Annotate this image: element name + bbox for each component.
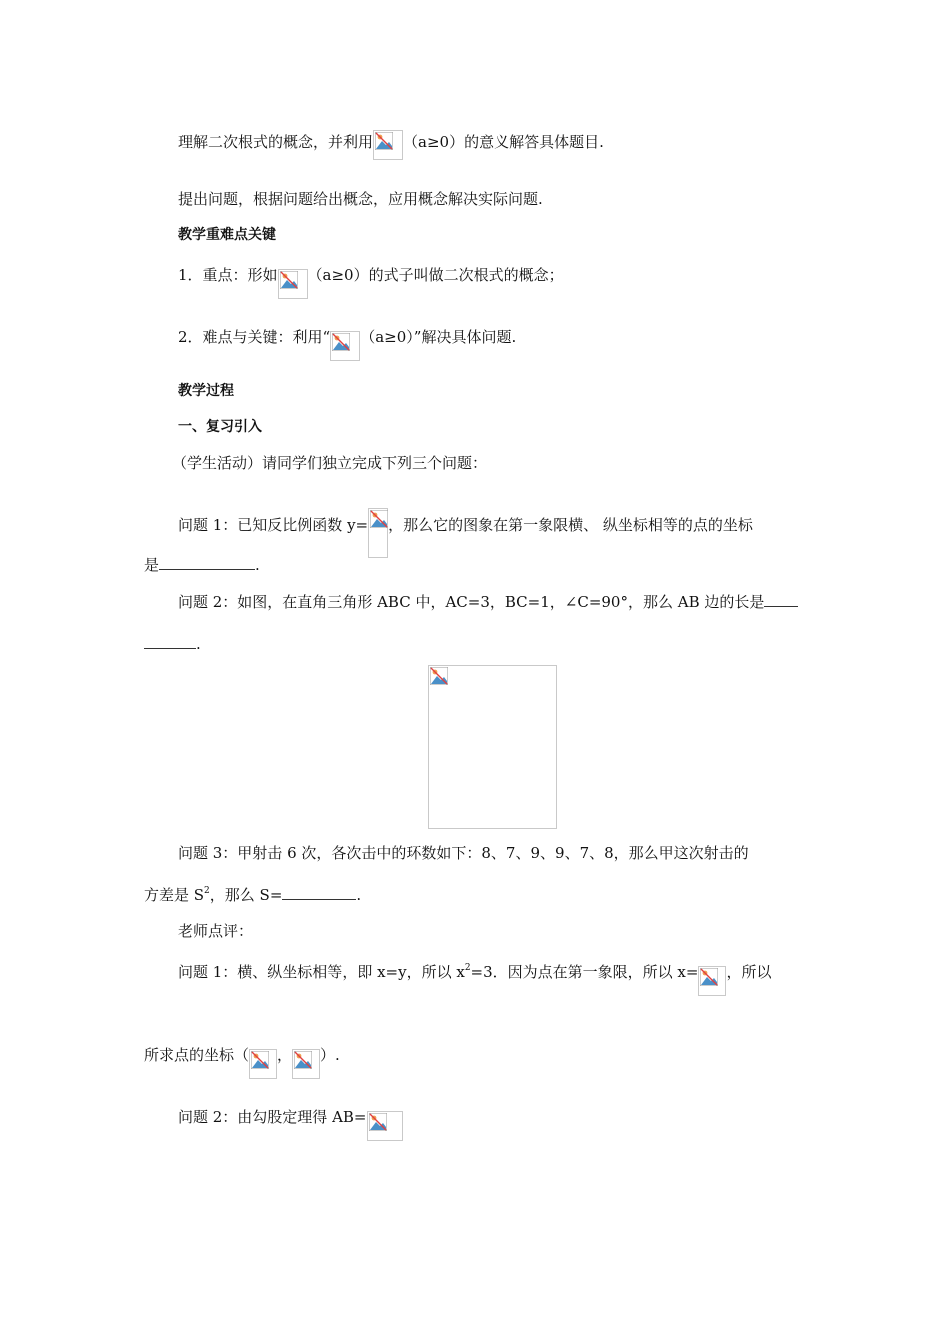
broken-image-icon: [430, 667, 448, 685]
superscript: 2: [204, 886, 210, 896]
answer-1-line-2-after: ）.: [320, 1046, 340, 1064]
broken-image-icon: [249, 1049, 277, 1079]
review-heading: 老师点评：: [178, 922, 254, 940]
intro-line-1-before: 理解二次根式的概念，并利用: [178, 133, 374, 151]
keypoint-1-before: 1．重点：形如: [178, 266, 278, 284]
intro-line-1-after: （a≥0）的意义解答具体题目.: [403, 133, 604, 151]
answer-2-text: 问题 2：由勾股定理得 AB=: [178, 1108, 367, 1126]
answer-blank: [144, 634, 196, 649]
question-3: 问题 3：甲射击 6 次，各次击中的环数如下：8、7、9、9、7、8，那么甲这次射击的: [178, 844, 749, 862]
keypoint-2: [178, 323, 516, 353]
question-1-line-2-text: 是: [144, 556, 160, 574]
keypoint-1: [178, 261, 564, 291]
question-1-before: 问题 1：已知反比例函数 y=: [178, 516, 369, 534]
answer-1-line-2-before: 所求点的坐标（: [144, 1046, 250, 1064]
answer-1-b: =3．因为点在第一象限，所以 x=: [470, 963, 699, 981]
broken-image-icon: [368, 508, 388, 558]
broken-image-icon: [330, 331, 360, 361]
answer-2: [178, 1103, 403, 1133]
keypoint-2-after: （a≥0）”解决具体问题.: [360, 328, 517, 346]
answer-blank: [159, 555, 255, 570]
question-3-text-b: ，那么 S=: [209, 886, 283, 904]
keypoints-heading: 教学重难点关键: [178, 227, 276, 243]
superscript: 2: [464, 963, 471, 973]
question-2-end: .: [196, 635, 201, 653]
question-2-line-2: [144, 634, 201, 654]
answer-1: [178, 958, 771, 988]
answer-1-a: 问题 1：横、纵坐标相等，即 x=y，所以 x: [178, 963, 465, 981]
question-3-line-2: [144, 885, 361, 905]
broken-image-icon: [278, 269, 308, 299]
broken-image-icon: [698, 966, 726, 996]
question-2: [178, 592, 798, 612]
question-3-text-a: 方差是 S: [144, 886, 205, 904]
broken-image-icon: [373, 130, 403, 160]
answer-1-line-2-mid: ，: [277, 1046, 293, 1064]
question-2-text: 问题 2：如图，在直角三角形 ABC 中，AC=3，BC=1，∠C=90°，那么 AB 边的长是: [178, 593, 765, 611]
broken-image-icon: [367, 1111, 403, 1141]
keypoint-2-before: 2．难点与关键：利用“: [178, 328, 331, 346]
section-1-heading: 一、复习引入: [178, 419, 262, 435]
question-3-end: .: [356, 886, 362, 904]
triangle-figure-image: [428, 665, 557, 829]
answer-1-line-2: [144, 1041, 340, 1071]
question-1: [178, 501, 753, 551]
question-1-line-2: [144, 555, 260, 575]
answer-blank: [764, 592, 798, 607]
broken-image-icon: [292, 1049, 320, 1079]
answer-1-c: ，所以: [726, 963, 772, 981]
question-1-end: .: [255, 556, 260, 574]
student-activity: （学生活动）请同学们独立完成下列三个问题：: [172, 454, 488, 472]
intro-line-2: 提出问题，根据问题给出概念，应用概念解决实际问题.: [178, 190, 543, 208]
keypoint-1-after: （a≥0）的式子叫做二次根式的概念；: [307, 266, 564, 284]
intro-line-1: [178, 128, 604, 158]
process-heading: 教学过程: [178, 383, 234, 399]
question-1-after: ，那么它的图象在第一象限横、 纵坐标相等的点的坐标: [388, 516, 753, 534]
answer-blank: [282, 885, 356, 900]
